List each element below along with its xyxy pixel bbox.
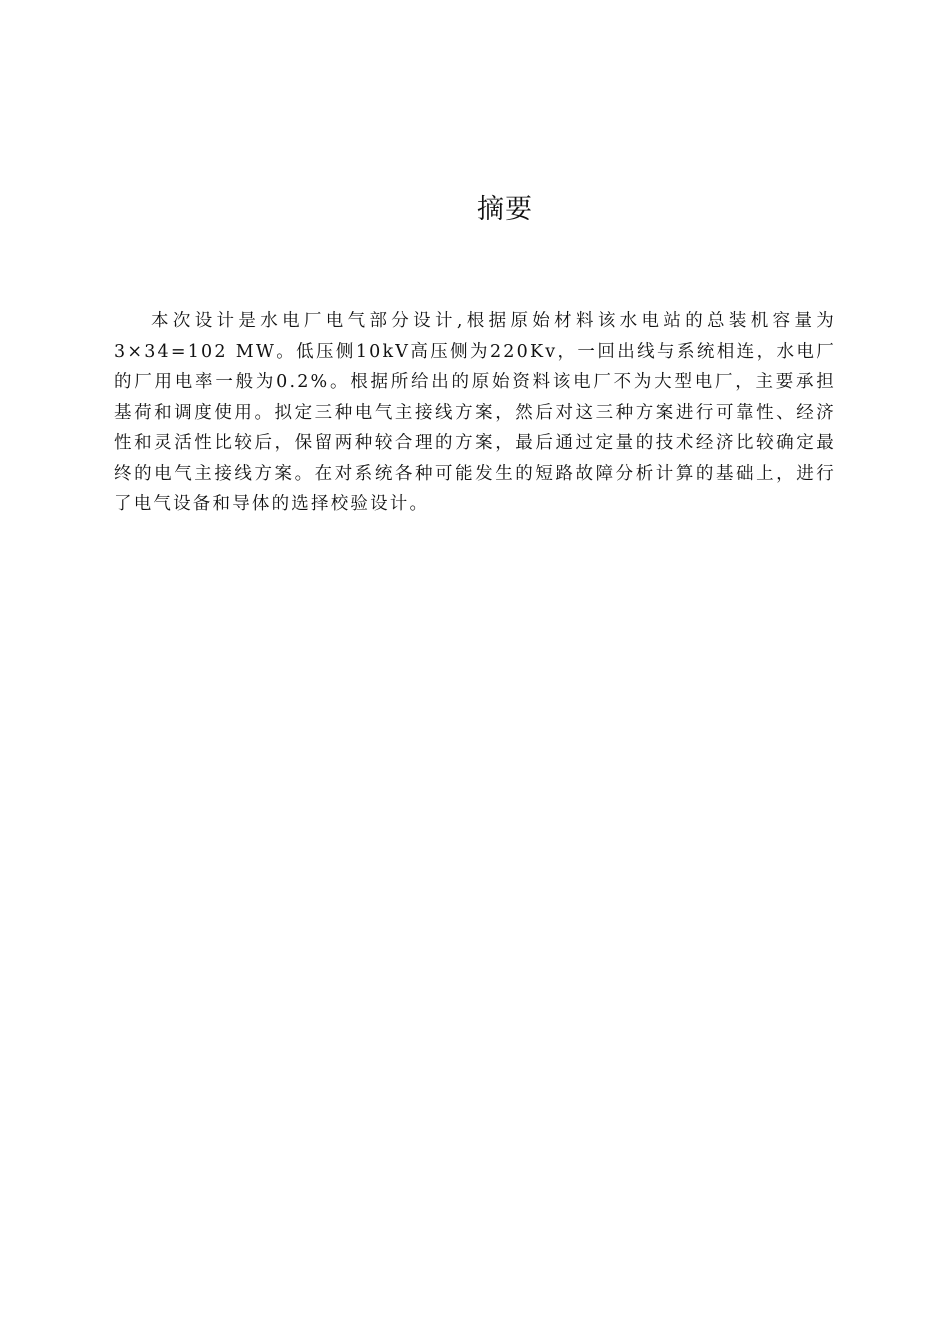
- abstract-paragraph: 本次设计是水电厂电气部分设计,根据原始材料该水电站的总装机容量为3×34=102 MW。低压侧10kV高压侧为220Kv，一回出线与系统相连，水电厂的厂用电率一般为0.2%。根据所给出的原始资料该电厂不为大型电厂，主要承担基荷和调度使用。拟定三种电气主接线方案，然后对这三种方案进行可靠性、经济性和灵活性比较后，保留两种较合理的方案，最后通过定量的技术经济比较确定最终的电气主接线方案。在对系统各种可能发生的短路故障分析计算的基础上，进行了电气设备和导体的选择校验设计。: [114, 311, 836, 514]
- page-title: 摘要: [477, 194, 533, 225]
